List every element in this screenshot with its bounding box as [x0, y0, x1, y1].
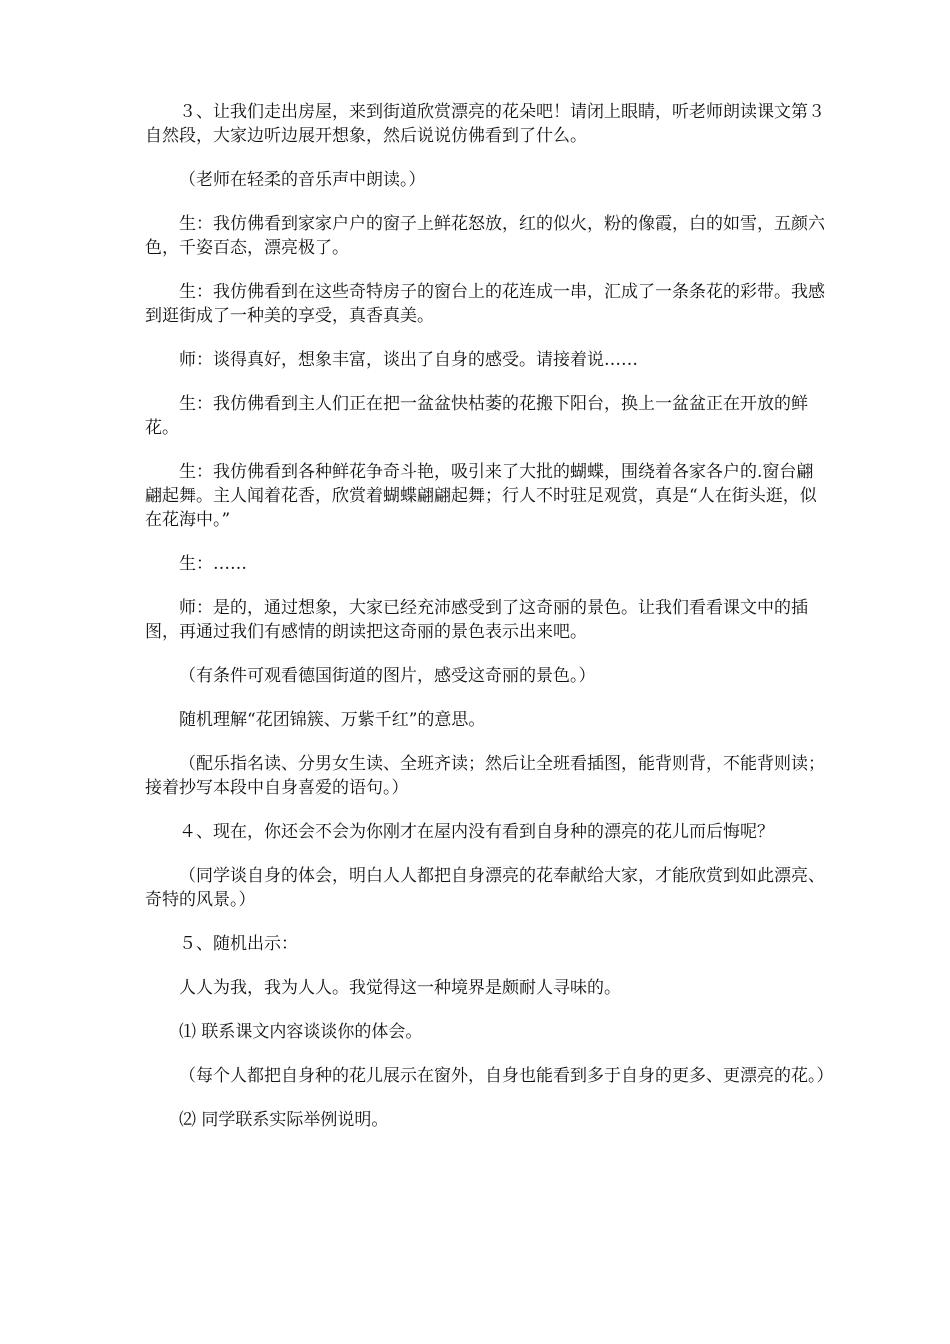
- paragraph-15: ５、随机出示：: [179, 934, 298, 954]
- paragraph-10: （有条件可观看德国街道的图片，感受这奇丽的景色。）: [179, 666, 596, 686]
- paragraph-11: 随机理解“花团锦簇、万紫千红”的意思。: [179, 710, 486, 730]
- paragraph-18: （每个人都把自身种的花儿展示在窗外，自身也能看到多于自身的更多、更漂亮的花。）: [179, 1066, 834, 1086]
- paragraph-9: 师：是的，通过想象，大家已经充沛感受到了这奇丽的景色。让我们看看课文中的插图，再通过我们有感情的朗读把这奇丽的景色表示出来吧。: [145, 598, 808, 642]
- paragraph-4: 生：我仿佛看到在这些奇特房子的窗台上的花连成一串，汇成了一条条花的彩带。我感到逛街成了一种美的享受，真香真美。: [145, 282, 825, 326]
- paragraph-16: 人人为我，我为人人。我觉得这一种境界是颇耐人寻味的。: [179, 978, 621, 998]
- paragraph-17: ⑴ 联系课文内容谈谈你的体会。: [179, 1022, 423, 1042]
- paragraph-12: （配乐指名读、分男女生读、全班齐读；然后让全班看插图，能背则背，不能背则读；接着抄写本段中自身喜爱的语句。）: [145, 754, 825, 798]
- paragraph-7: 生：我仿佛看到各种鲜花争奇斗艳，吸引来了大批的蝴蝶，围绕着各家各户的.窗台翩翩起舞。主人闻着花香，欣赏着蝴蝶翩翩起舞；行人不时驻足观赏，真是“人在街头逛，似在花海中。”: [145, 462, 817, 530]
- paragraph-6: 生：我仿佛看到主人们正在把一盆盆快枯萎的花搬下阳台，换上一盆盆正在开放的鲜花。: [145, 394, 808, 438]
- paragraph-1: ３、让我们走出房屋，来到街道欣赏漂亮的花朵吧！请闭上眼睛，听老师朗读课文第３自然段，大家边听边展开想象，然后说说仿佛看到了什么。: [145, 102, 825, 146]
- paragraph-3: 生：我仿佛看到家家户户的窗子上鲜花怒放，红的似火，粉的像霞，白的如雪，五颜六色，千姿百态，漂亮极了。: [145, 214, 825, 258]
- paragraph-8: 生：……: [179, 554, 247, 574]
- document-body: [145, 100, 834, 1152]
- paragraph-19: ⑵ 同学联系实际举例说明。: [179, 1110, 389, 1130]
- paragraph-14: （同学谈自身的体会，明白人人都把自身漂亮的花奉献给大家，才能欣赏到如此漂亮、奇特的风景。）: [145, 866, 825, 910]
- paragraph-13: ４、现在，你还会不会为你刚才在屋内没有看到自身种的漂亮的花儿而后悔呢？: [179, 822, 774, 842]
- paragraph-5: 师：谈得真好，想象丰富，谈出了自身的感受。请接着说……: [179, 350, 638, 370]
- paragraph-2: （老师在轻柔的音乐声中朗读。）: [179, 170, 426, 190]
